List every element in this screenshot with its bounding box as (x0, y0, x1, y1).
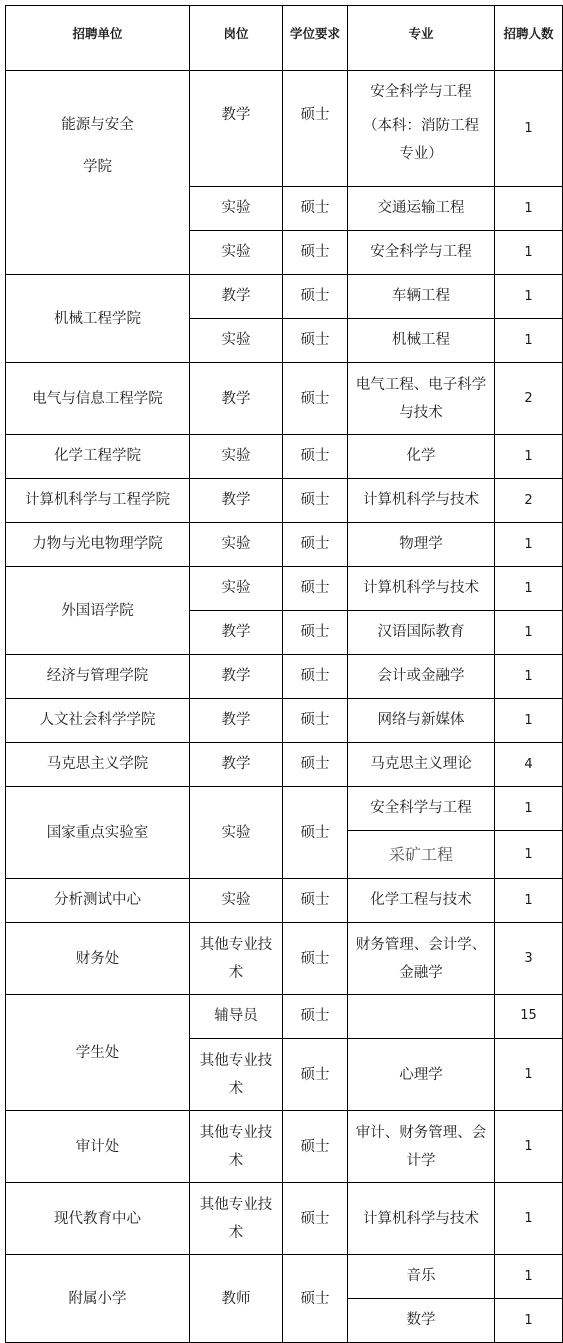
table-row (6, 995, 563, 1039)
count-cell: 1 (495, 1299, 563, 1343)
degree-cell: 硕士 (283, 523, 348, 567)
degree-cell: 硕士 (283, 479, 348, 523)
unit-name: 审计处 (6, 1111, 190, 1183)
degree-cell: 硕士 (283, 995, 348, 1039)
major-cell: 计算机科学与技术 (348, 479, 495, 523)
major-cell: 安全科学与工程 (348, 787, 495, 831)
table-row (6, 363, 563, 435)
count-cell: 1 (495, 319, 563, 363)
recruitment-table (5, 5, 563, 1343)
table-row (6, 523, 563, 567)
count-cell: 2 (495, 363, 563, 435)
table-row (6, 479, 563, 523)
position-cell: 其他专业技术 (190, 1183, 283, 1255)
position-cell: 实验 (190, 567, 283, 611)
position-cell: 其他专业技术 (190, 1039, 283, 1111)
major-cell: 车辆工程 (348, 275, 495, 319)
position-cell: 实验 (190, 435, 283, 479)
major-cell: 计算机科学与技术 (348, 1183, 495, 1255)
count-cell: 1 (495, 187, 563, 231)
major-cell: 机械工程 (348, 319, 495, 363)
table-row (6, 743, 563, 787)
unit-name: 力物与光电物理学院 (6, 523, 190, 567)
count-cell: 1 (495, 831, 563, 879)
position-cell: 实验 (190, 787, 283, 879)
major-cell: 安全科学与工程 (348, 231, 495, 275)
table-row (6, 275, 563, 319)
degree-cell: 硕士 (283, 363, 348, 435)
degree-cell: 硕士 (283, 71, 348, 187)
degree-cell: 硕士 (283, 787, 348, 879)
major-cell: 汉语国际教育 (348, 611, 495, 655)
unit-name: 国家重点实验室 (6, 787, 190, 879)
degree-cell: 硕士 (283, 743, 348, 787)
table-row (6, 71, 563, 187)
count-cell: 1 (495, 1183, 563, 1255)
degree-cell: 硕士 (283, 1039, 348, 1111)
position-cell: 教学 (190, 743, 283, 787)
count-cell: 1 (495, 879, 563, 923)
major-cell: 计算机科学与技术 (348, 567, 495, 611)
count-cell: 4 (495, 743, 563, 787)
count-cell: 1 (495, 699, 563, 743)
header-count: 招聘人数 (495, 6, 563, 71)
header-major: 专业 (348, 6, 495, 71)
degree-cell: 硕士 (283, 611, 348, 655)
major-cell: 会计或金融学 (348, 655, 495, 699)
unit-name: 人文社会科学学院 (6, 699, 190, 743)
unit-name: 分析测试中心 (6, 879, 190, 923)
degree-cell: 硕士 (283, 187, 348, 231)
position-cell: 实验 (190, 319, 283, 363)
major-cell: 物理学 (348, 523, 495, 567)
header-degree: 学位要求 (283, 6, 348, 71)
degree-cell: 硕士 (283, 1183, 348, 1255)
major-cell: 化学 (348, 435, 495, 479)
unit-name: 马克思主义学院 (6, 743, 190, 787)
major-cell: 财务管理、会计学、金融学 (348, 923, 495, 995)
degree-cell: 硕士 (283, 1255, 348, 1343)
degree-cell: 硕士 (283, 655, 348, 699)
table-row (6, 787, 563, 831)
count-cell: 1 (495, 435, 563, 479)
count-cell: 1 (495, 231, 563, 275)
major-cell: 心理学 (348, 1039, 495, 1111)
table-row (6, 655, 563, 699)
table-row (6, 1183, 563, 1255)
position-cell: 辅导员 (190, 995, 283, 1039)
unit-name: 经济与管理学院 (6, 655, 190, 699)
unit-name: 电气与信息工程学院 (6, 363, 190, 435)
position-cell: 教学 (190, 479, 283, 523)
degree-cell: 硕士 (283, 699, 348, 743)
position-cell: 教学 (190, 655, 283, 699)
major-cell: 安全科学与工程 （本科：消防工程 专业） (348, 71, 495, 187)
count-cell: 1 (495, 1111, 563, 1183)
degree-cell: 硕士 (283, 435, 348, 479)
position-cell: 教学 (190, 363, 283, 435)
degree-cell: 硕士 (283, 923, 348, 995)
table-row (6, 567, 563, 611)
position-cell: 其他专业技术 (190, 1111, 283, 1183)
major-cell: 电气工程、电子科学与技术 (348, 363, 495, 435)
major-cell: 数学 (348, 1299, 495, 1343)
major-cell: 交通运输工程 (348, 187, 495, 231)
count-cell: 1 (495, 787, 563, 831)
unit-name: 能源与安全 学院 (6, 71, 190, 275)
unit-name: 外国语学院 (6, 567, 190, 655)
unit-name: 财务处 (6, 923, 190, 995)
table-row (6, 435, 563, 479)
table-row (6, 1111, 563, 1183)
position-cell: 其他专业技术 (190, 923, 283, 995)
major-cell: 审计、财务管理、会计学 (348, 1111, 495, 1183)
count-cell: 1 (495, 611, 563, 655)
major-cell (348, 995, 495, 1039)
unit-name: 现代教育中心 (6, 1183, 190, 1255)
unit-name: 机械工程学院 (6, 275, 190, 363)
count-cell: 1 (495, 567, 563, 611)
count-cell: 1 (495, 1255, 563, 1299)
position-cell: 实验 (190, 523, 283, 567)
position-cell: 实验 (190, 879, 283, 923)
table-row (6, 1255, 563, 1299)
count-cell: 1 (495, 275, 563, 319)
unit-name: 计算机科学与工程学院 (6, 479, 190, 523)
count-cell: 1 (495, 523, 563, 567)
unit-name: 学生处 (6, 995, 190, 1111)
degree-cell: 硕士 (283, 275, 348, 319)
position-cell: 实验 (190, 231, 283, 275)
position-cell: 实验 (190, 187, 283, 231)
count-cell: 15 (495, 995, 563, 1039)
position-cell: 教学 (190, 275, 283, 319)
major-cell: 马克思主义理论 (348, 743, 495, 787)
position-cell: 教学 (190, 611, 283, 655)
degree-cell: 硕士 (283, 231, 348, 275)
count-cell: 2 (495, 479, 563, 523)
count-cell: 1 (495, 71, 563, 187)
major-cell: 音乐 (348, 1255, 495, 1299)
position-cell: 教学 (190, 699, 283, 743)
header-position: 岗位 (190, 6, 283, 71)
header-unit: 招聘单位 (6, 6, 190, 71)
degree-cell: 硕士 (283, 319, 348, 363)
major-cell: 网络与新媒体 (348, 699, 495, 743)
degree-cell: 硕士 (283, 1111, 348, 1183)
count-cell: 1 (495, 655, 563, 699)
degree-cell: 硕士 (283, 567, 348, 611)
degree-cell: 硕士 (283, 879, 348, 923)
position-cell: 教师 (190, 1255, 283, 1343)
major-cell: 化学工程与技术 (348, 879, 495, 923)
table-row (6, 699, 563, 743)
unit-name: 附属小学 (6, 1255, 190, 1343)
count-cell: 1 (495, 1039, 563, 1111)
header-row (6, 6, 563, 71)
position-cell: 教学 (190, 71, 283, 187)
table-row (6, 923, 563, 995)
major-cell: 采矿工程 (348, 831, 495, 879)
table-row (6, 879, 563, 923)
unit-name: 化学工程学院 (6, 435, 190, 479)
count-cell: 3 (495, 923, 563, 995)
